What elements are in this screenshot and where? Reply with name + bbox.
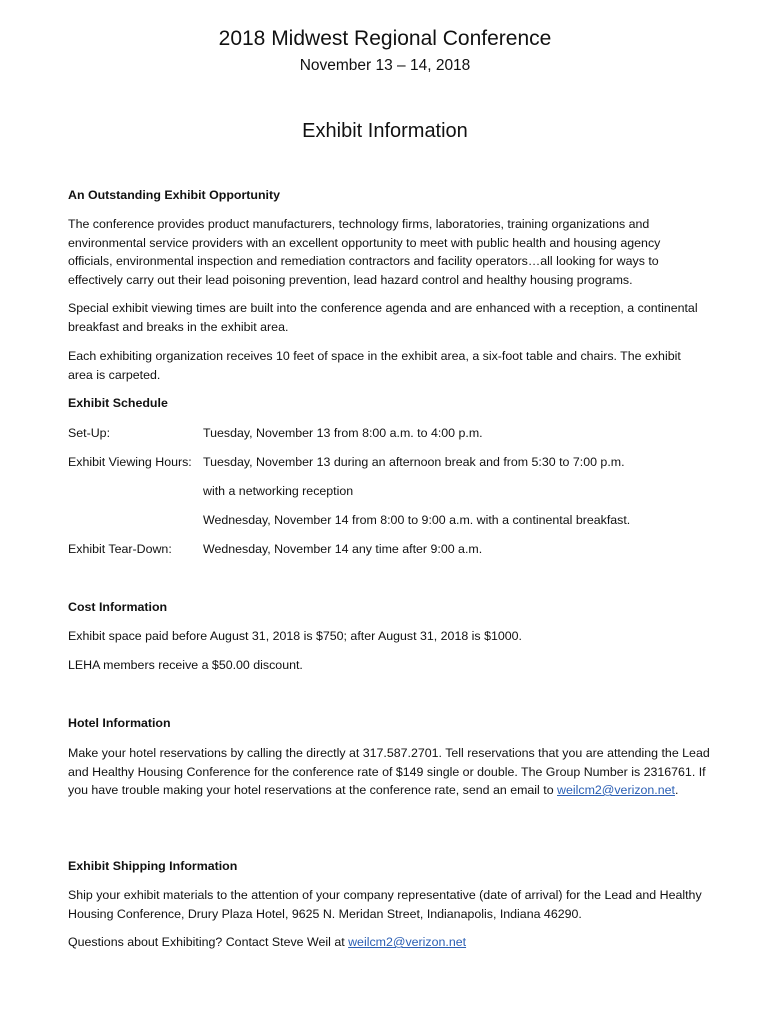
questions-text: Questions about Exhibiting? Contact Steve Weil at [68,935,349,949]
cost-heading: Cost Information [68,600,168,614]
opportunity-paragraph-3 [68,347,708,384]
questions-line [68,933,708,952]
cost-line-1: Exhibit space paid before August 31, 2018 is $750; after August 31, 2018 is $1000. [68,629,522,643]
opportunity-paragraph-2 [68,299,708,336]
teardown-value: Wednesday, November 14 any time after 9:00 a.m. [203,542,483,556]
viewing-hours-value-3: Wednesday, November 14 from 8:00 to 9:00 a.m. with a continental breakfast. [203,513,631,527]
conference-title: 2018 Midwest Regional Conference [218,27,552,50]
setup-value: Tuesday, November 13 from 8:00 a.m. to 4:00 p.m. [203,426,483,440]
setup-label: Set-Up: [68,426,111,440]
opportunity-heading: An Outstanding Exhibit Opportunity [68,188,280,202]
hotel-heading: Hotel Information [68,716,171,730]
conference-dates: November 13 – 14, 2018 [299,57,471,74]
hotel-email-link[interactable]: weilcm2@verizon.net [557,783,675,797]
opportunity-text-2: Special exhibit viewing times are built into the conference agenda and are enhanced with a reception, a continental breakfast and breaks in the exhibit area. [68,301,698,334]
contact-email-link[interactable]: weilcm2@verizon.net [348,935,467,949]
page-title: Exhibit Information [302,120,468,142]
teardown-label: Exhibit Tear-Down: [68,542,172,556]
hotel-paragraph [68,744,718,800]
viewing-hours-label: Exhibit Viewing Hours: [68,455,192,469]
viewing-hours-value-2: with a networking reception [203,484,354,498]
shipping-heading: Exhibit Shipping Information [68,859,238,873]
shipping-text: Ship your exhibit materials to the attention of your company representative (date of arrival) for the Lead and Healthy Housing Conference, Drury Plaza Hotel, 9625 N. Meridan Street, Indianapolis, Indiana 46290. [68,888,702,921]
hotel-text: Make your hotel reservations by calling the directly at 317.587.2701. Tell reservations that you are attending the Lead and Healthy Housing Conference for the conference rate of $149 single or double. The Group Number is 2316761. If you have trouble making your hotel reservations at the conference rate, send an email to [68,746,710,797]
hotel-text-end: . [674,783,679,797]
schedule-heading: Exhibit Schedule [68,396,168,410]
opportunity-text-3: Each exhibiting organization receives 10 feet of space in the exhibit area, a six-foot table and chairs. The exhibit area is carpeted. [68,349,681,382]
opportunity-text-1: The conference provides product manufacturers, technology firms, laboratories, training organizations and environmental service providers with an excellent opportunity to meet with public health and housing agency officials, environmental inspection and remediation contractors and facility operators…all looking for ways to effectively carry out their lead poisoning prevention, lead hazard control and healthy housing programs. [68,217,661,287]
opportunity-paragraph-1 [68,215,708,289]
shipping-paragraph [68,886,713,923]
viewing-hours-value-1: Tuesday, November 13 during an afternoon break and from 5:30 to 7:00 p.m. [203,455,625,469]
cost-line-2: LEHA members receive a $50.00 discount. [68,658,303,672]
